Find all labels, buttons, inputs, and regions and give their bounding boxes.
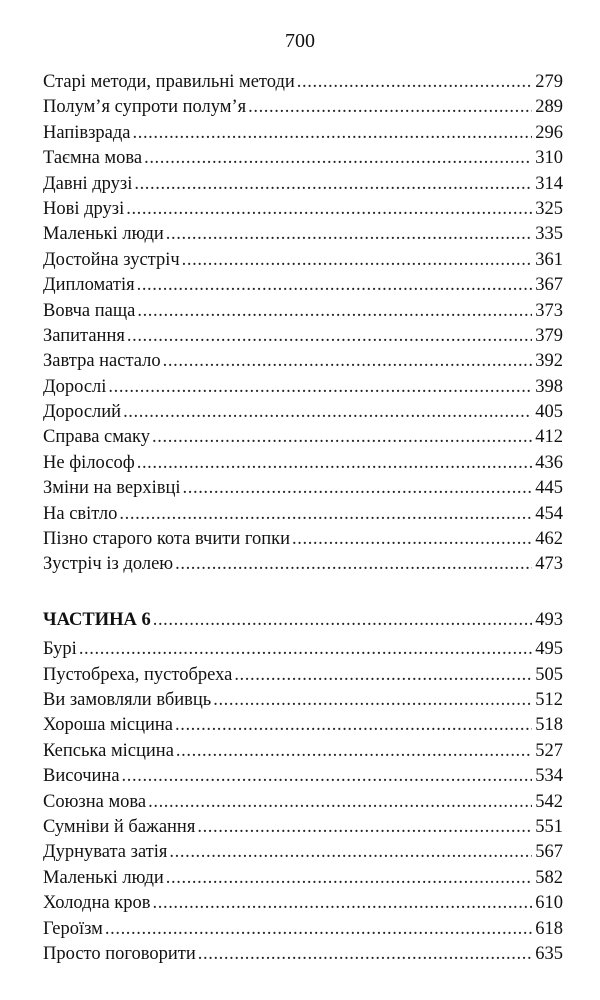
toc-leader-dots (148, 790, 532, 815)
toc-entry (43, 222, 563, 247)
toc-entry-page: 412 (535, 427, 563, 448)
toc-entry-page: 462 (535, 529, 563, 550)
toc-entry-page: 567 (535, 842, 563, 863)
toc-entry-title: Ви замовляли вбивць (43, 689, 212, 710)
toc-entry (43, 815, 563, 840)
toc-leader-dots (169, 840, 532, 865)
toc-leader-dots (153, 891, 533, 916)
toc-leader-dots (175, 713, 532, 738)
toc-leader-dots (292, 527, 532, 552)
toc-entry-page: 310 (535, 148, 563, 169)
toc-entry-page: 505 (535, 664, 563, 685)
toc-entry (43, 146, 563, 171)
toc-entry-page: 495 (535, 639, 563, 660)
toc-entry-page: 582 (535, 867, 563, 888)
toc-entry-page: 551 (535, 816, 563, 837)
toc-leader-dots (297, 70, 532, 95)
toc-part-page: 493 (535, 609, 563, 630)
toc-entry (43, 197, 563, 222)
toc-entry-page: 279 (535, 72, 563, 92)
toc-leader-dots (163, 349, 533, 374)
toc-entry-title: Зустріч із долею (43, 554, 174, 575)
toc-entry-page: 289 (535, 97, 563, 118)
toc-entry-title: Маленькі люди (43, 867, 164, 888)
toc-entry-page: 454 (535, 503, 563, 524)
toc-leader-dots (248, 95, 532, 120)
toc-entry-page: 325 (535, 198, 563, 219)
toc-entry-title: Дорослий (43, 402, 122, 423)
toc-entry-title: Таємна мова (43, 148, 143, 169)
toc-entry-title: Маленькі люди (43, 224, 164, 245)
toc-entry (43, 942, 563, 967)
toc-entry-page: 392 (535, 351, 563, 372)
toc-leader-dots (166, 866, 532, 891)
toc-entry-page: 542 (535, 791, 563, 812)
toc-entry-title: Височина (43, 766, 120, 787)
toc-entry (43, 663, 563, 688)
toc-entry-title: Кепська місцина (43, 740, 174, 761)
toc-entry-page: 512 (535, 689, 563, 710)
toc-entry (43, 527, 563, 552)
toc-entry (43, 688, 563, 713)
toc-entry-page: 379 (535, 325, 563, 346)
toc-leader-dots (144, 146, 532, 171)
toc-leader-dots (197, 815, 532, 840)
toc-entry (43, 917, 563, 942)
toc-entry (43, 451, 563, 476)
toc-entry-title: Давні друзі (43, 173, 133, 194)
toc-leader-dots (105, 917, 532, 942)
toc-entry-page: 445 (535, 478, 563, 499)
toc-entry (43, 476, 563, 501)
toc-entry-page: 518 (535, 715, 563, 736)
toc-entry (43, 70, 563, 95)
toc-leader-dots (152, 425, 532, 450)
toc-entry (43, 121, 563, 146)
section-spacer (43, 578, 563, 608)
toc-entry (43, 891, 563, 916)
toc-entry-page: 296 (535, 122, 563, 143)
toc-part-heading (43, 608, 563, 633)
toc-leader-dots (123, 400, 532, 425)
toc-entry (43, 95, 563, 120)
toc-entry-page: 436 (535, 452, 563, 473)
toc-leader-dots (119, 502, 532, 527)
page-number: 700 (285, 30, 315, 52)
toc-entry-title: Холодна кров (43, 893, 151, 914)
toc-entry (43, 375, 563, 400)
toc-entry-page: 398 (535, 376, 563, 397)
toc-entry (43, 552, 563, 577)
toc-entry (43, 739, 563, 764)
toc-entry-title: Дипломатія (43, 275, 135, 296)
toc-entry-title: Полум’я супроти полум’я (43, 97, 247, 118)
toc-entry-title: На світло (43, 503, 118, 524)
toc-entry-title: Пустобреха, пустобреха (43, 664, 233, 685)
toc-entry-page: 618 (535, 918, 563, 939)
toc-entry (43, 172, 563, 197)
toc-entry-page: 361 (535, 249, 563, 270)
toc-entry (43, 273, 563, 298)
toc-entry-title: Напівзрада (43, 122, 131, 143)
toc-leader-dots (134, 172, 532, 197)
toc-entry-title: Хороша місцина (43, 715, 173, 736)
toc-entry-title: Достойна зустріч (43, 249, 180, 270)
toc-leader-dots (213, 688, 532, 713)
toc-leader-dots (153, 608, 533, 633)
toc-entry (43, 764, 563, 789)
toc-entry-title: Дурнувата затія (43, 842, 168, 863)
table-of-contents (43, 70, 563, 967)
toc-entry (43, 502, 563, 527)
toc-entry-title: Героїзм (43, 918, 103, 939)
toc-leader-dots (182, 248, 533, 273)
toc-leader-dots (137, 273, 533, 298)
toc-leader-dots (175, 552, 532, 577)
toc-leader-dots (166, 222, 532, 247)
toc-leader-dots (137, 451, 533, 476)
toc-leader-dots (183, 476, 533, 501)
toc-part-title: ЧАСТИНА 6 (43, 609, 151, 630)
toc-leader-dots (137, 299, 532, 324)
toc-leader-dots (127, 324, 532, 349)
toc-entry (43, 790, 563, 815)
toc-entry-title: Зміни на верхівці (43, 478, 181, 499)
toc-entry-title: Справа смаку (43, 427, 151, 448)
toc-entry (43, 713, 563, 738)
toc-entry (43, 248, 563, 273)
toc-entry-page: 405 (535, 402, 563, 423)
toc-group-2 (43, 637, 563, 967)
toc-leader-dots (234, 663, 532, 688)
toc-entry (43, 349, 563, 374)
toc-leader-dots (108, 375, 532, 400)
toc-entry-page: 314 (535, 173, 563, 194)
toc-entry (43, 866, 563, 891)
toc-entry-title: Сумніви й бажання (43, 816, 196, 837)
toc-entry-page: 534 (535, 766, 563, 787)
toc-entry-page: 473 (535, 554, 563, 575)
toc-entry-page: 527 (535, 740, 563, 761)
toc-leader-dots (79, 637, 532, 662)
toc-leader-dots (126, 197, 532, 222)
toc-entry-title: Завтра настало (43, 351, 161, 372)
toc-entry-page: 373 (535, 300, 563, 321)
toc-leader-dots (133, 121, 533, 146)
toc-entry-title: Старі методи, правильні методи (43, 72, 295, 92)
toc-entry-title: Нові друзі (43, 198, 125, 219)
toc-entry (43, 324, 563, 349)
toc-entry-title: Запитання (43, 325, 125, 346)
toc-entry (43, 840, 563, 865)
toc-entry-title: Союзна мова (43, 791, 147, 812)
toc-leader-dots (176, 739, 532, 764)
toc-entry-page: 610 (535, 893, 563, 914)
toc-entry-page: 635 (535, 943, 563, 964)
toc-entry-page: 367 (535, 275, 563, 296)
toc-entry-title: Не філософ (43, 452, 135, 473)
toc-entry (43, 637, 563, 662)
toc-entry-page: 335 (535, 224, 563, 245)
toc-leader-dots (198, 942, 532, 967)
toc-entry-title: Бурі (43, 639, 77, 660)
toc-entry-title: Просто поговорити (43, 943, 196, 964)
toc-entry-title: Вовча паща (43, 300, 136, 321)
toc-leader-dots (122, 764, 533, 789)
toc-entry (43, 299, 563, 324)
toc-entry-title: Пізно старого кота вчити гопки (43, 529, 291, 550)
toc-entry (43, 400, 563, 425)
toc-entry-title: Дорослі (43, 376, 107, 397)
toc-group-1 (43, 70, 563, 578)
toc-entry (43, 425, 563, 450)
